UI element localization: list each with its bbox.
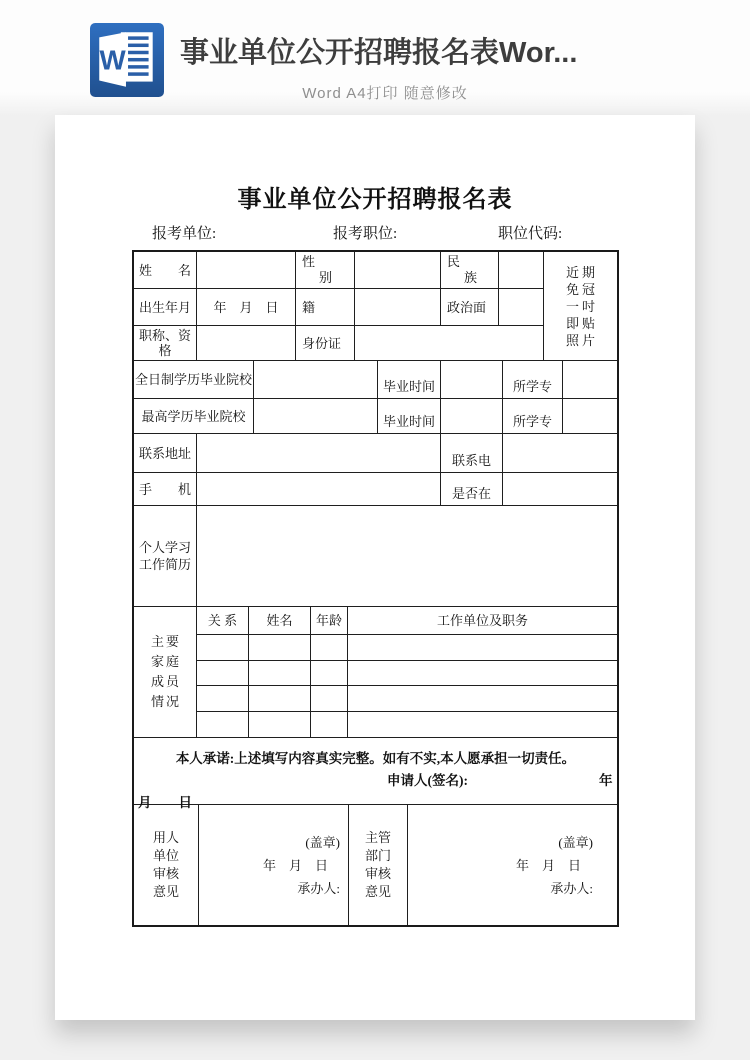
band-audit bbox=[134, 804, 617, 925]
signature-year-label: 年 bbox=[599, 773, 613, 788]
band-mobile bbox=[134, 472, 617, 505]
title-qualification-label: 职称、资格 bbox=[138, 328, 191, 358]
native-place-input-cell bbox=[354, 289, 440, 325]
mobile-label: 手 机 bbox=[138, 481, 191, 497]
phone-input-cell bbox=[502, 434, 617, 472]
band-highest-school bbox=[134, 398, 617, 433]
id-card-label: 身份证 bbox=[295, 326, 354, 360]
band-family bbox=[134, 606, 617, 737]
date-label: 年 月 日 bbox=[262, 857, 328, 873]
on-job-input-cell bbox=[502, 473, 617, 505]
family-col-relation: 关 系 bbox=[196, 607, 248, 634]
preview-header bbox=[0, 0, 750, 116]
department-opinion-cell bbox=[407, 805, 617, 925]
family-col-name: 姓名 bbox=[248, 607, 310, 634]
resume-input-cell bbox=[196, 506, 617, 606]
template-subtitle: Word A4打印 随意修改 bbox=[302, 85, 468, 102]
handler-label: 承办人: bbox=[550, 880, 593, 896]
on-job-label: 是否在 bbox=[440, 473, 502, 505]
name-input-cell bbox=[196, 252, 295, 288]
title-qualification-input-cell bbox=[196, 326, 295, 360]
band-commitment bbox=[134, 737, 617, 810]
name-label: 姓 名 bbox=[138, 262, 191, 278]
ethnicity-label: 民 族 bbox=[440, 252, 498, 288]
meta-code-label: 职位代码: bbox=[498, 226, 563, 242]
band-resume bbox=[134, 505, 617, 606]
gender-input-cell bbox=[354, 252, 440, 288]
meta-unit-label: 报考单位: bbox=[152, 226, 217, 242]
ethnicity-input-cell bbox=[498, 252, 543, 288]
signature-monthday-label: 月 日 bbox=[138, 795, 192, 810]
family-row bbox=[196, 711, 617, 737]
template-title[interactable]: 事业单位公开招聘报名表Wor... bbox=[180, 37, 578, 69]
employer-opinion-cell bbox=[198, 805, 348, 925]
graduation-time-label: 毕业时间 bbox=[377, 361, 440, 398]
family-row bbox=[196, 634, 617, 660]
major-label: 所学专 bbox=[502, 361, 562, 398]
commitment-text: 本人承诺:上述填写内容真实完整。如有不实,本人愿承担一切责任。 bbox=[175, 751, 576, 766]
family-col-workunit: 工作单位及职务 bbox=[347, 607, 617, 634]
resume-label: 个人学习 工作简历 bbox=[138, 540, 191, 572]
address-label: 联系地址 bbox=[138, 445, 191, 461]
address-input-cell bbox=[196, 434, 440, 472]
id-card-input-cell bbox=[354, 326, 543, 360]
document-page bbox=[55, 115, 695, 1020]
seal-label: (盖章) bbox=[305, 834, 340, 850]
applicant-signature-label: 申请人(签名): bbox=[387, 773, 468, 788]
politics-label: 政治面 bbox=[440, 289, 498, 325]
graduation-time-label: 毕业时间 bbox=[377, 399, 440, 433]
politics-input-cell bbox=[498, 289, 543, 325]
major-input-cell bbox=[562, 399, 617, 433]
highest-school-input-cell bbox=[253, 399, 377, 433]
native-place-label: 籍 bbox=[295, 289, 354, 325]
employer-opinion-label: 用人 单位 审核 意见 bbox=[152, 830, 179, 899]
seal-label: (盖章) bbox=[558, 834, 593, 850]
word-icon[interactable] bbox=[90, 23, 164, 97]
family-row bbox=[196, 660, 617, 686]
graduation-time-input-cell bbox=[440, 361, 502, 398]
mobile-input-cell bbox=[196, 473, 440, 505]
department-opinion-label: 主管 部门 审核 意见 bbox=[348, 805, 407, 925]
family-row bbox=[196, 685, 617, 711]
fulltime-school-input-cell bbox=[253, 361, 377, 398]
family-label: 主要 家庭 成员 情况 bbox=[150, 634, 181, 709]
band-fulltime-school bbox=[134, 360, 617, 398]
handler-label: 承办人: bbox=[297, 880, 340, 896]
form-title: 事业单位公开招聘报名表 bbox=[237, 187, 513, 213]
graduation-time-input-cell bbox=[440, 399, 502, 433]
band-address bbox=[134, 433, 617, 472]
birth-label: 出生年月 bbox=[138, 299, 191, 315]
birth-input-cell: 年 月 日 bbox=[196, 289, 295, 325]
major-label: 所学专 bbox=[502, 399, 562, 433]
band-personal bbox=[134, 252, 617, 360]
gender-label: 性 别 bbox=[295, 252, 354, 288]
phone-label: 联系电 bbox=[440, 434, 502, 472]
svg-text:W: W bbox=[99, 44, 126, 76]
date-label: 年 月 日 bbox=[515, 857, 581, 873]
fulltime-school-label: 全日制学历毕业院校 bbox=[134, 372, 252, 387]
application-form-table bbox=[132, 250, 619, 927]
family-col-age: 年龄 bbox=[310, 607, 347, 634]
photo-placeholder: 近期 免冠 一吋 即贴 照片 bbox=[543, 252, 617, 360]
highest-school-label: 最高学历毕业院校 bbox=[141, 408, 246, 424]
meta-position-label: 报考职位: bbox=[333, 226, 398, 242]
major-input-cell bbox=[562, 361, 617, 398]
